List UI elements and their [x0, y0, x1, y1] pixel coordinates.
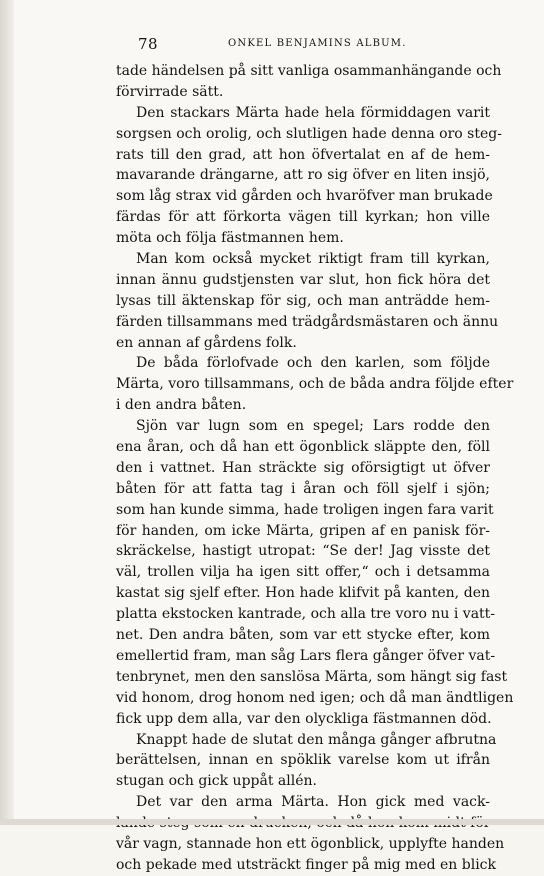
running-head: ONKEL BENJAMINS ALBUM. — [228, 38, 407, 49]
page-number: 78 — [138, 35, 159, 53]
text-line: Märta, voro tillsammans, och de båda andra följde efter — [116, 376, 514, 393]
text-line: väl, trollen vilja ha igen sitt offer,“ och i detsamma — [116, 564, 490, 581]
text-line: för handen, om icke Märta, gripen af en panisk för- — [116, 522, 490, 539]
text-line: emellertid fram, man såg Lars flera gånger öfver vat- — [116, 647, 496, 664]
text-line: rats till den grad, att hon öfvertalat en af de hem- — [116, 146, 490, 163]
text-line: mavarande drängarne, att ro sig öfver en liten insjö, — [116, 167, 490, 184]
text-line: net. Den andra båten, som var ett stycke efter, kom — [116, 627, 490, 644]
text-line: och pekade med utsträckt finger på mig med en blick — [116, 856, 497, 873]
text-line: lysas till äktenskap för sig, och man anträdde hem- — [116, 292, 490, 309]
text-line: den i vattnet. Han sträckte sig oförsigtigt ut öfver — [116, 459, 490, 476]
text-line: ena åran, och då han ett ögonblick släppte den, föll — [116, 439, 490, 456]
text-line: fick upp dem alla, var den olyckliga fästmannen död. — [116, 710, 492, 727]
text-line: Den stackars Märta hade hela förmiddagen varit — [136, 104, 490, 121]
text-line: förvirrade sätt. — [116, 83, 224, 100]
text-line: som låg strax vid gården och hvaröfver man brukade — [116, 188, 493, 205]
page-gutter-shadow — [0, 0, 14, 825]
text-line: platta ekstocken kantrade, och alla tre voro nu i vatt- — [116, 606, 496, 623]
text-line: vid honom, drog honom ned igen; och då man ändtligen — [116, 689, 514, 706]
text-line: Det var den arma Märta. Hon gick med vack- — [136, 794, 490, 811]
text-line: sorgsen och orolig, och slutligen hade denna oro steg- — [116, 125, 502, 142]
text-line: skräckelse, hastigt utropat: “Se der! Jag visste det — [116, 543, 490, 560]
text-line: som han kunde simma, hade troligen ingen fara varit — [116, 501, 494, 518]
text-line: innan ännu gudstjensten var slut, hon fick höra det — [116, 271, 490, 288]
text-line: De båda förlofvade och den karlen, som följde — [136, 355, 490, 372]
text-line: båten för att fatta tag i åran och föll sjelf i sjön; — [116, 480, 490, 497]
text-line: i den andra båten. — [116, 397, 247, 414]
body-text — [116, 61, 514, 876]
text-line: vår vagn, stannade hon ett ögonblick, upplyfte handen — [116, 835, 505, 852]
text-line: Knappt hade de slutat den många gånger afbrutna — [136, 731, 497, 748]
page-header — [116, 34, 492, 54]
text-line: stugan och gick uppåt allén. — [116, 773, 317, 790]
text-line: färden tillsammans med trädgårdsmästaren och ännu — [116, 313, 499, 330]
text-line: berättelsen, innan en spöklik varelse kom ut ifrån — [116, 752, 490, 769]
text-line: tenbrynet, men den sanslösa Märta, som hängt sig fast — [116, 668, 508, 685]
text-line: en annan af gårdens folk. — [116, 334, 297, 351]
text-line: färdas för att förkorta vägen till kyrkan; hon ville — [116, 209, 490, 226]
text-line: Sjön var lugn som en spegel; Lars rodde den — [136, 418, 490, 435]
text-line: Man kom också mycket riktigt fram till kyrkan, — [136, 251, 490, 268]
text-line: möta och följa fästmannen hem. — [116, 230, 344, 247]
text-line: kastat sig sjelf efter. Hon hade klifvit på kanten, den — [116, 585, 490, 602]
page-bottom-edge — [0, 819, 544, 825]
text-line: tade händelsen på sitt vanliga osammanhängande och — [116, 63, 502, 79]
